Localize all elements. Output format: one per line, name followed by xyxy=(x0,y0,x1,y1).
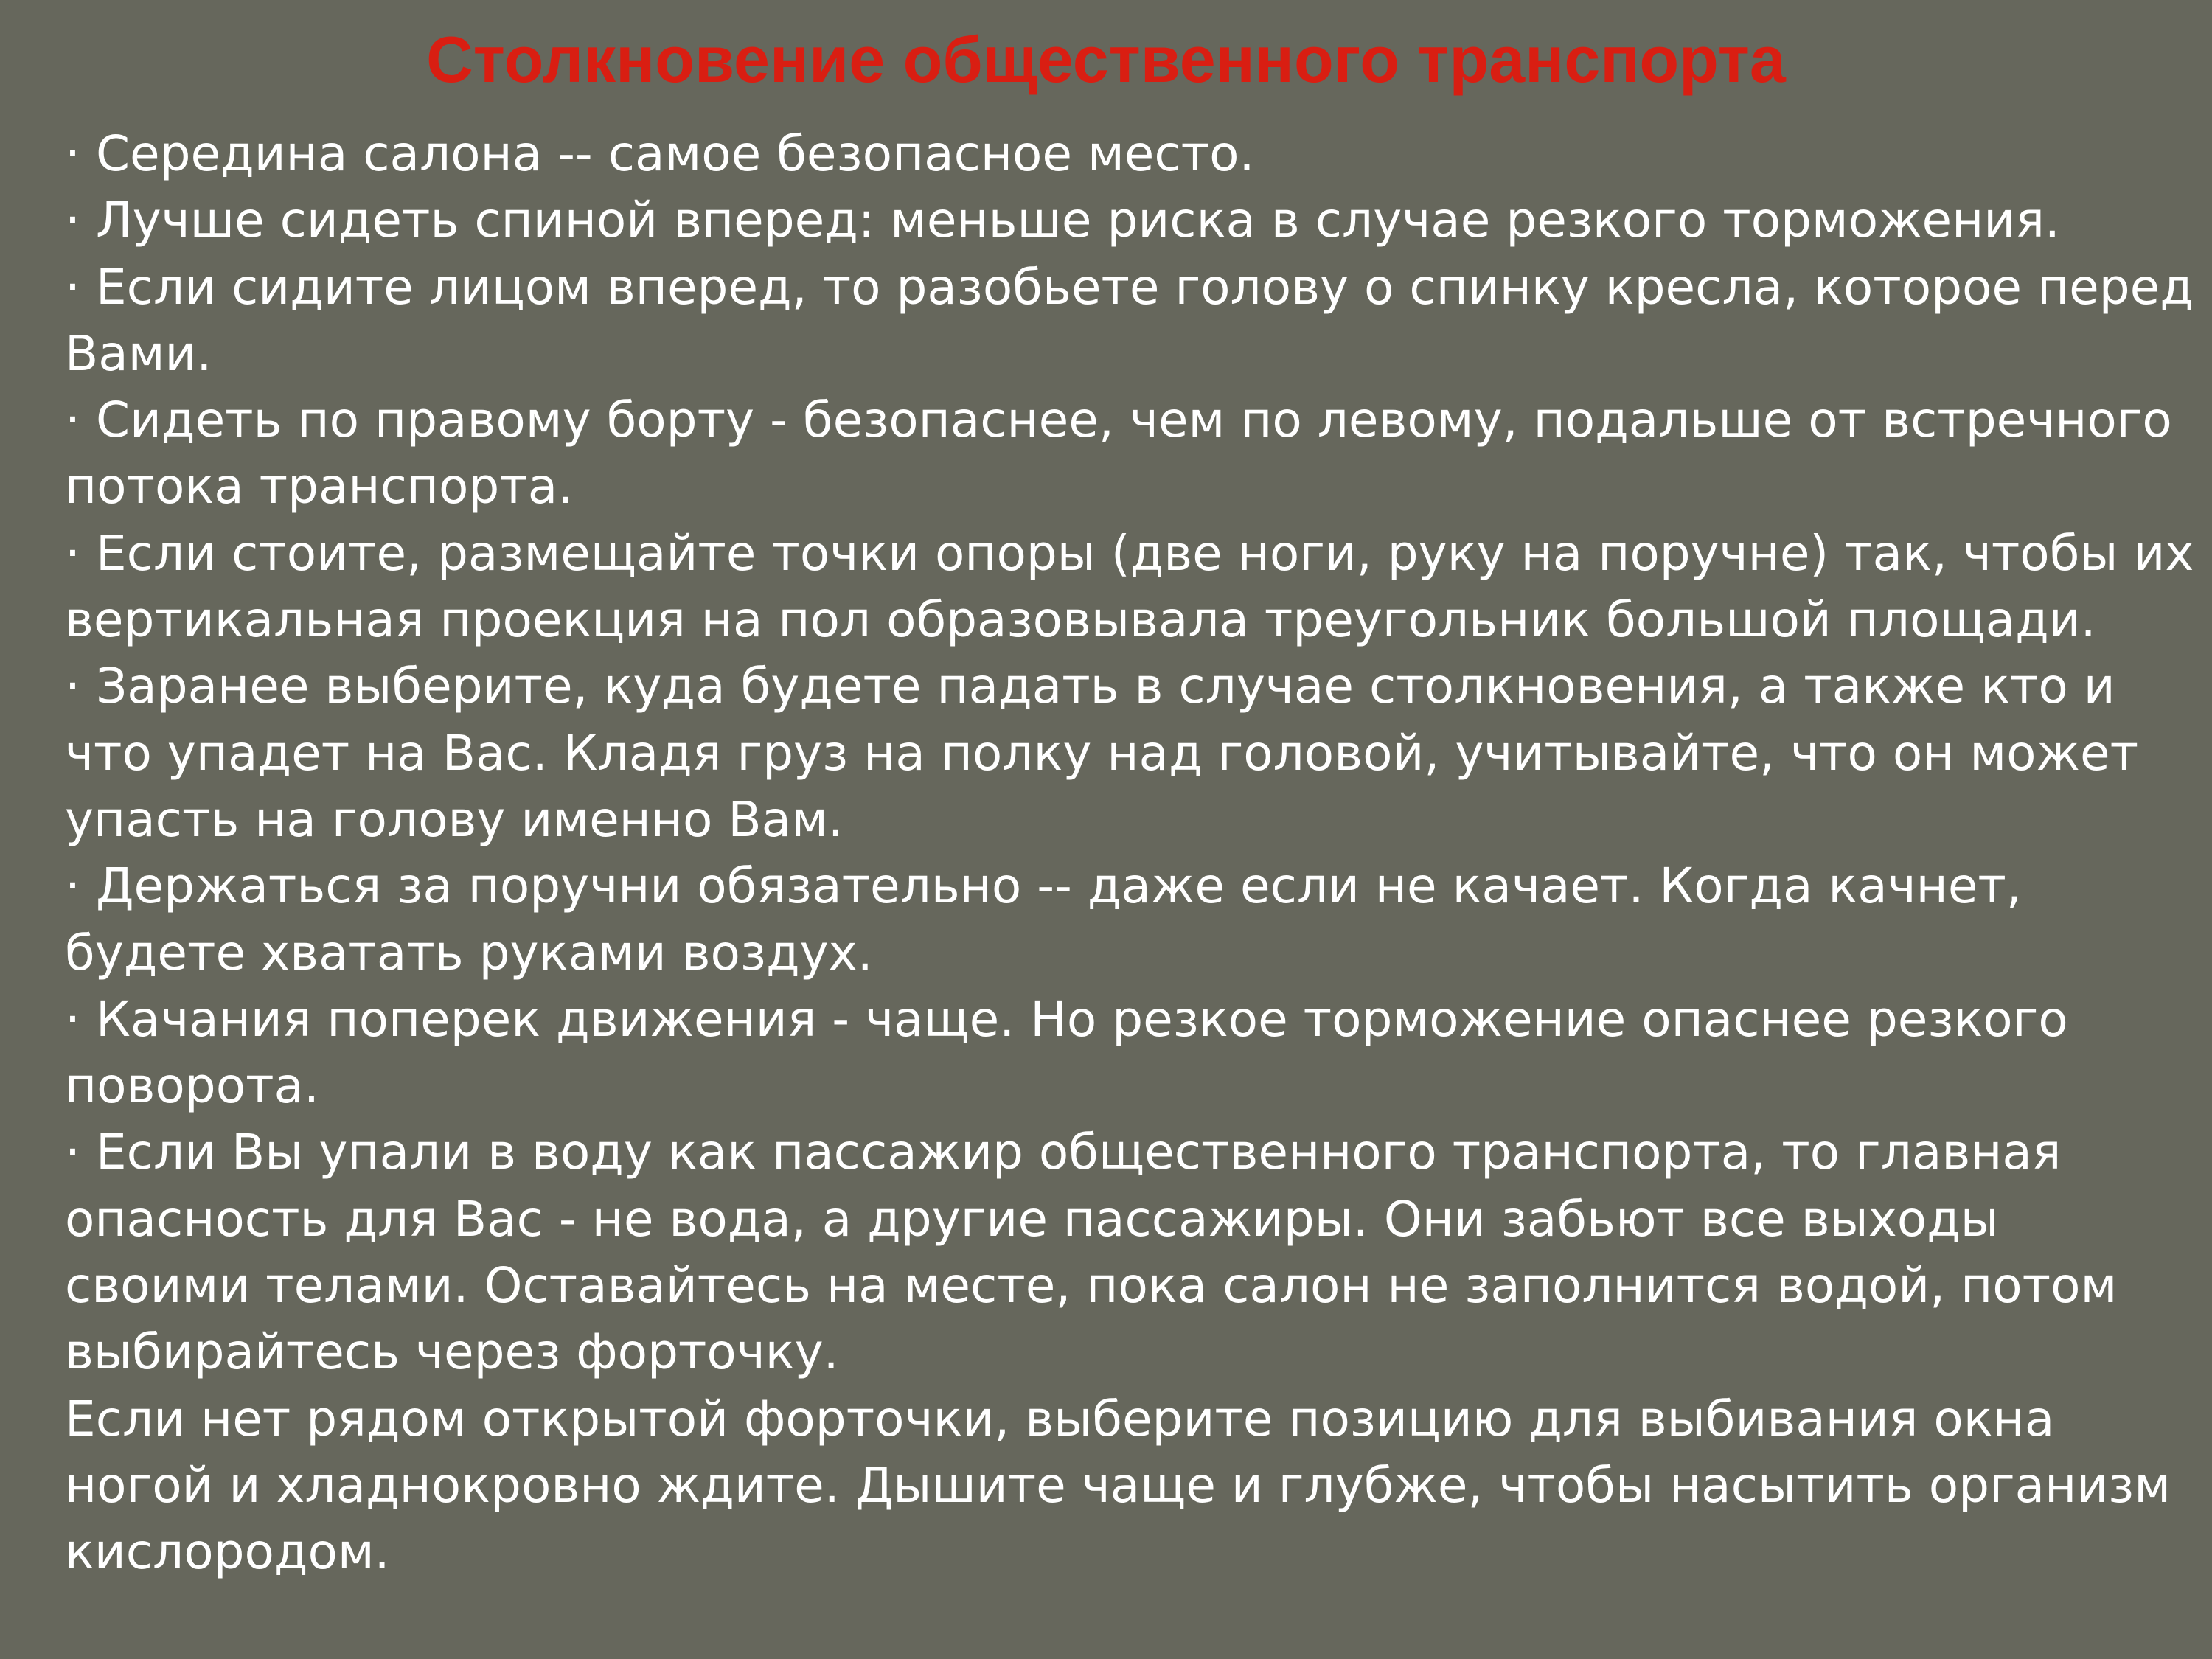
paragraph: · Заранее выберите, куда будете падать в случае столкновения, а также кто и что упадет на Вас. Кладя груз на полку над головой, учитывайте, что он может упасть на голову именно Вам. xyxy=(65,658,2139,848)
paragraph: · Лучше сидеть спиной вперед: меньше риска в случае резкого торможения. xyxy=(65,192,2060,249)
slide-title: Столкновение общественного транспорта xyxy=(426,23,1786,96)
paragraph: · Качания поперек движения - чаще. Но резкое торможение опаснее резкого поворота. xyxy=(65,990,2068,1115)
paragraph: · Держаться за поручни обязательно -- даже если не качает. Когда качнет, будете хватать руками воздух. xyxy=(65,858,2022,981)
paragraph: · Если сидите лицом вперед, то разобьете голову о спинку кресла, которое перед Вами. xyxy=(65,258,2194,382)
paragraph: Если нет рядом открытой форточки, выберите позицию для выбивания окна ногой и хладнокровно ждите. Дышите чаще и глубже, чтобы насытить организм кислородом. xyxy=(65,1390,2171,1581)
paragraph: · Середина салона -- самое безопасное место. xyxy=(65,125,1255,182)
slide-body xyxy=(65,121,2196,1586)
paragraph: · Сидеть по правому борту - безопаснее, чем по левому, подальше от встречного потока транспорта. xyxy=(65,392,2172,515)
paragraph: · Если стоите, размещайте точки опоры (две ноги, руку на поручне) так, чтобы их вертикальная проекция на пол образовывала треугольник большой площади. xyxy=(65,524,2194,649)
paragraph: · Если Вы упали в воду как пассажир общественного транспорта, то главная опасность для Вас - не вода, а другие пассажиры. Они забьют все выходы своими телами. Оставайтесь на месте, пока салон не заполнится водой, потом выбирайтесь через форточку. xyxy=(65,1124,2118,1381)
